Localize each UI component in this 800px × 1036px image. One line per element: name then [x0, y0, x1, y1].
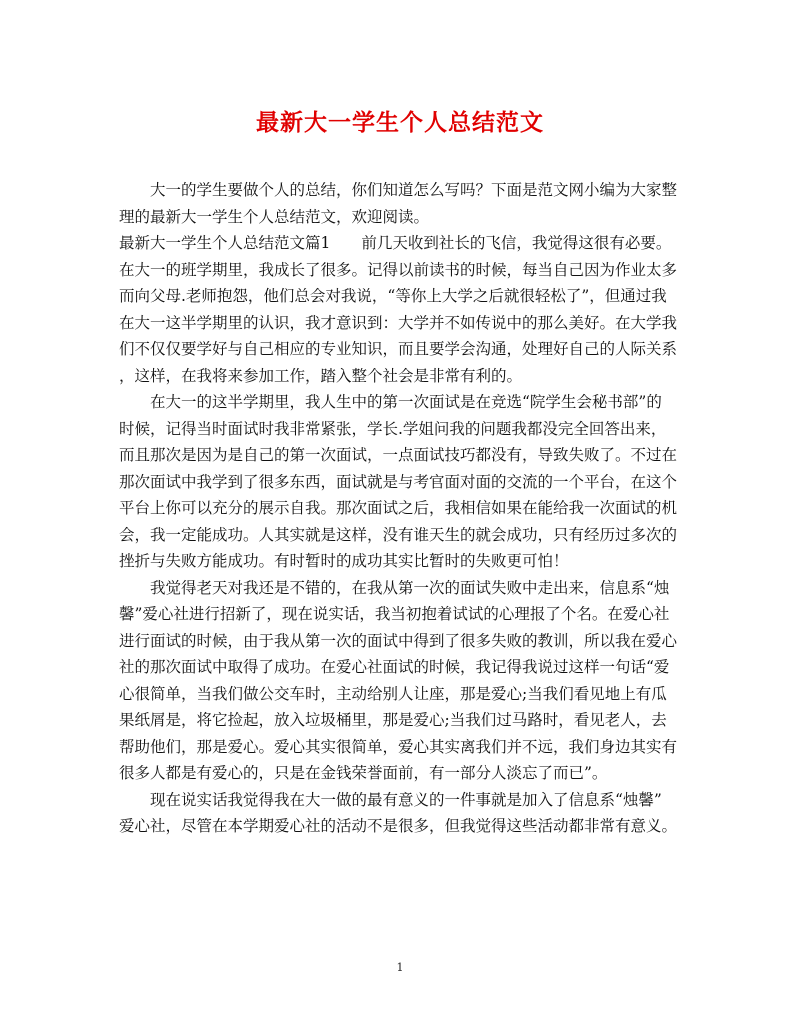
paragraph-line: 心很简单，当我们做公交车时，主动给别人让座，那是爱心;当我们看见地上有瓜: [119, 684, 667, 703]
paragraph-line: 我觉得老天对我还是不错的，在我从第一次的面试失败中走出来，信息系“烛: [150, 578, 670, 597]
paragraph-line: 馨”爱心社进行招新了，现在说实话，我当初抱着试试的心理报了个名。在爱心社: [119, 605, 670, 623]
paragraph-line: 在大一的班学期里，我成长了很多。记得以前读书的时候，每当自己因为作业太多: [119, 260, 678, 279]
paragraph-line: 大一的学生要做个人的总结，你们知道怎么写吗？下面是范文网小编为大家整: [150, 181, 678, 199]
paragraph-line: 进行面试的时候，由于我从第一次的面试中得到了很多失败的教训，所以我在爱心: [119, 631, 678, 650]
paragraph-line: 果纸屑是，将它捡起，放入垃圾桶里，那是爱心;当我们过马路时，看见老人，去: [119, 711, 667, 729]
paragraph-line: 们不仅仅要学好与自己相应的专业知识，而且要学会沟通，处理好自己的人际关系: [119, 340, 678, 358]
paragraph-line: 现在说实话我觉得我在大一做的最有意义的一件事就是加入了信息系“烛馨”: [150, 790, 662, 809]
paragraph-line: 很多人都是有爱心的，只是在金钱荣誉面前，有一部分人淡忘了而已”。: [119, 764, 608, 782]
paragraph-line: ，这样，在我将来参加工作，踏入整个社会是非常有利的。: [119, 366, 523, 385]
paragraph-line: 那次面试中我学到了很多东西，面试就是与考官面对面的交流的一个平台，在这个: [119, 472, 678, 491]
paragraph-line: 理的最新大一学生个人总结范文，欢迎阅读。: [119, 207, 430, 226]
document-title: 最新大一学生个人总结范文: [256, 109, 544, 136]
section-heading-line: 最新大一学生个人总结范文篇1 前几天收到社长的飞信，我觉得这很有必要。: [119, 234, 672, 252]
paragraph-line: 帮助他们，那是爱心。爱心其实很简单，爱心其实离我们并不远，我们身边其实有: [119, 737, 678, 756]
paragraph-line: 爱心社，尽管在本学期爱心社的活动不是很多，但我觉得这些活动都非常有意义。: [119, 817, 678, 835]
document-body: [119, 177, 685, 840]
paragraph-line: 而且那次是因为是自己的第一次面试，一点面试技巧都没有，导致失败了。不过在: [119, 446, 678, 464]
paragraph-line: 时候，记得当时面试时我非常紧张，学长.学姐问我的问题我都没完全回答出来，: [119, 419, 667, 438]
paragraph-line: 平台上你可以充分的展示自我。那次面试之后，我相信如果在能给我一次面试的机: [119, 499, 678, 517]
paragraph-line: 挫折与失败方能成功。有时暂时的成功其实比暂时的失败更可怕！: [119, 552, 569, 570]
paragraph-line: 在大一的这半学期里，我人生中的第一次面试是在竞选“院学生会秘书部”的: [150, 393, 662, 411]
paragraph-line: 社的那次面试中取得了成功。在爱心社面试的时候，我记得我说过这样一句话“爱: [119, 658, 670, 676]
paragraph-line: 会，我一定能成功。人其实就是这样，没有谁天生的就会成功，只有经历过多次的: [119, 525, 678, 544]
paragraph-line: 在大一这半学期里的认识，我才意识到：大学并不如传说中的那么美好。在大学我: [119, 313, 678, 332]
page-number: 1: [396, 961, 404, 974]
paragraph-line: 而向父母.老师抱怨，他们总会对我说，“等你上大学之后就很轻松了”，但通过我: [119, 287, 667, 305]
